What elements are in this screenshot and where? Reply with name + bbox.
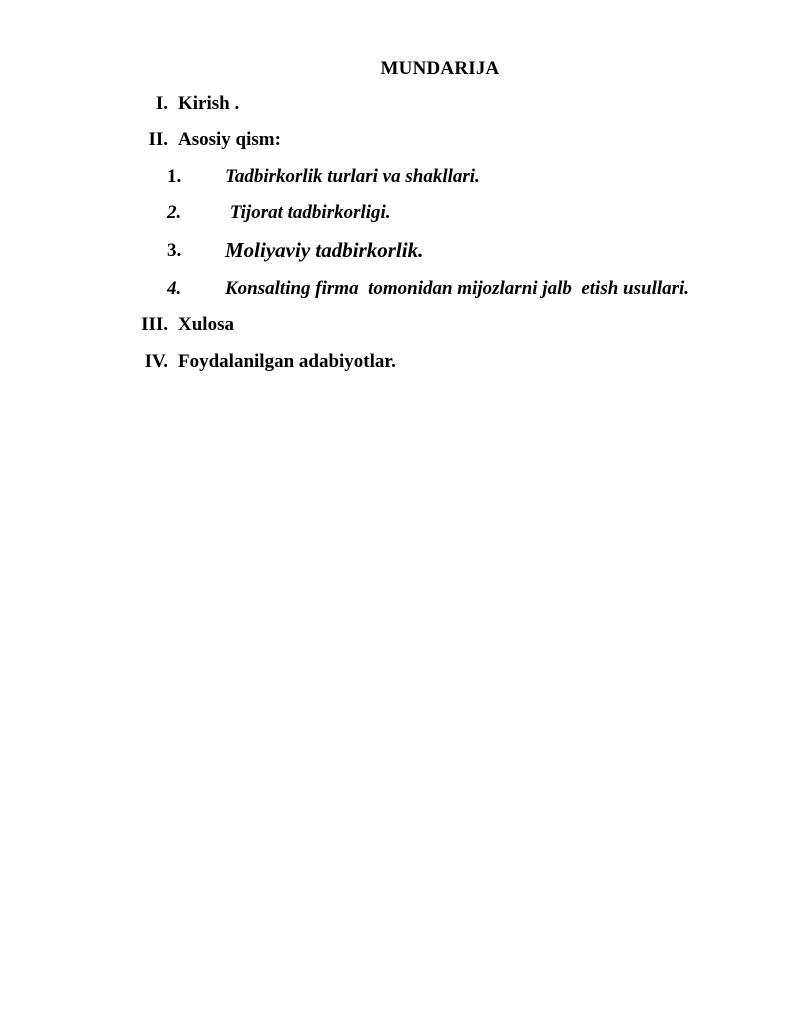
toc-item-label: Foydalanilgan adabiyotlar. (178, 351, 396, 372)
toc-title: MUNDARIJA (380, 58, 500, 79)
toc-subitem-label: Moliyaviy tadbirkorlik. (225, 238, 424, 262)
toc-subitem-1 (0, 166, 800, 194)
toc-subitem-number: 1. (167, 166, 182, 187)
toc-item-number: II. (148, 129, 168, 150)
toc-item-number: I. (155, 93, 168, 114)
toc-subitem-number: 2. (167, 202, 182, 223)
toc-subitem-label: Tadbirkorlik turlari va shakllari. (225, 166, 480, 187)
toc-item-main-part (0, 129, 800, 157)
toc-item-number: IV. (144, 351, 168, 372)
toc-subitem-3 (0, 238, 800, 266)
toc-item-introduction (0, 93, 800, 121)
toc-subitem-label: Tijorat tadbirkorligi. (225, 202, 391, 223)
toc-item-references (0, 351, 800, 379)
toc-subitem-2 (0, 202, 800, 230)
toc-item-label: Asosiy qism: (178, 129, 281, 150)
toc-item-conclusion (0, 314, 800, 342)
toc-subitem-number: 4. (167, 278, 182, 299)
toc-item-label: Kirish . (178, 93, 240, 114)
toc-subitem-4 (0, 278, 800, 306)
toc-subitem-number: 3. (167, 240, 182, 261)
toc-subitem-label: Konsalting firma tomonidan mijozlarni jalb etish usullari. (225, 278, 690, 299)
toc-item-label: Xulosa (178, 314, 234, 335)
toc-item-number: III. (141, 314, 168, 335)
